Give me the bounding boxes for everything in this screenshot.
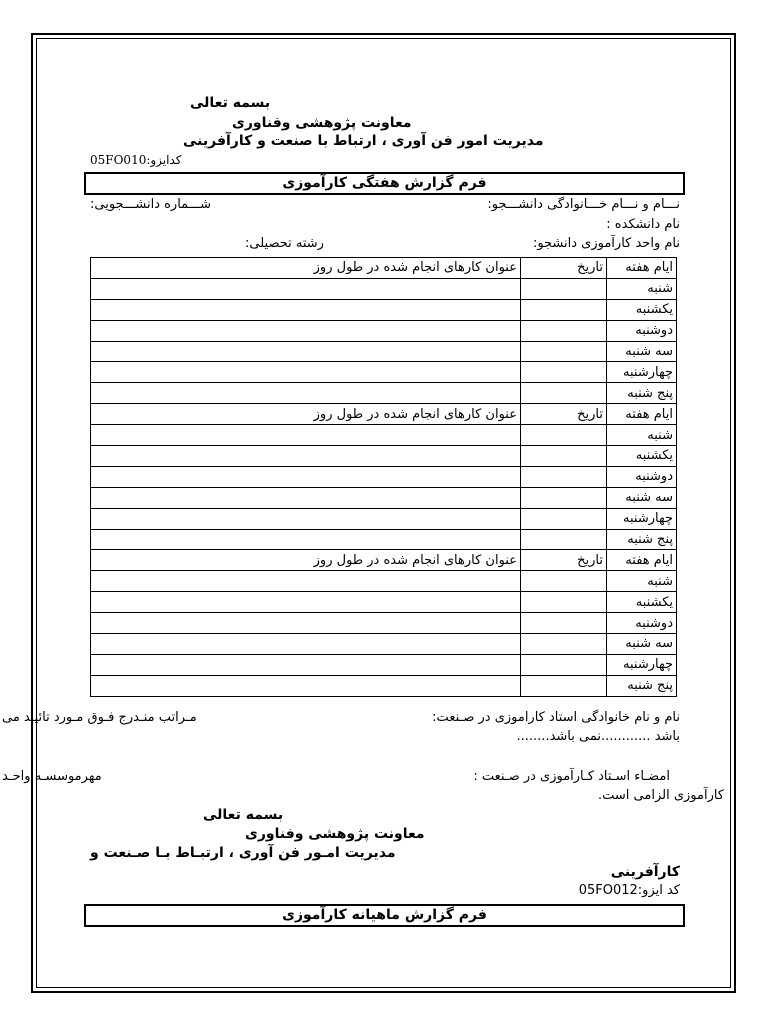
stamp-label: مهرموسسـه واحـد <box>2 769 102 784</box>
date-cell[interactable] <box>521 466 607 487</box>
header-day: ایام هفته <box>607 258 677 279</box>
date-cell[interactable] <box>521 529 607 550</box>
header-day: ایام هفته <box>607 404 677 425</box>
work-cell[interactable] <box>91 425 521 446</box>
date-cell[interactable] <box>521 341 607 362</box>
header-work: عنوان کارهای انجام شده در طول روز <box>91 258 521 279</box>
work-cell[interactable] <box>91 675 521 696</box>
day-cell: چهارشنبه <box>607 508 677 529</box>
work-cell[interactable] <box>91 320 521 341</box>
work-cell[interactable] <box>91 299 521 320</box>
table-row <box>91 508 677 529</box>
work-cell[interactable] <box>91 529 521 550</box>
date-cell[interactable] <box>521 278 607 299</box>
table-row <box>91 446 677 467</box>
work-cell[interactable] <box>91 613 521 634</box>
work-cell[interactable] <box>91 446 521 467</box>
table-row <box>91 529 677 550</box>
table-row <box>91 466 677 487</box>
day-cell: پنج شنبه <box>607 675 677 696</box>
day-cell: چهارشنبه <box>607 654 677 675</box>
date-cell[interactable] <box>521 362 607 383</box>
day-cell: پنج شنبه <box>607 529 677 550</box>
header-management: مدیریت امور فن آوری ، ارتباط با صنعت و کارآفرینی <box>183 133 544 149</box>
table-row <box>91 487 677 508</box>
faculty-label: نام دانشکده : <box>606 217 680 232</box>
date-cell[interactable] <box>521 613 607 634</box>
date-cell[interactable] <box>521 425 607 446</box>
day-cell: دوشنبه <box>607 466 677 487</box>
work-cell[interactable] <box>91 362 521 383</box>
weekly-report-title <box>84 172 685 195</box>
work-cell[interactable] <box>91 341 521 362</box>
work-cell[interactable] <box>91 592 521 613</box>
work-cell[interactable] <box>91 278 521 299</box>
date-cell[interactable] <box>521 654 607 675</box>
supervisor-name-label: نام و نام خانوادگی استاد کاراموزی در صـنعت: <box>432 710 680 725</box>
header-date: تاریخ <box>521 404 607 425</box>
student-name-label: نـــام و نـــام خـــانوادگی دانشـــجو: <box>487 197 680 212</box>
day-cell: سه شنبه <box>607 487 677 508</box>
table-row <box>91 425 677 446</box>
table-header-row <box>91 258 677 279</box>
form2-iso-code: کد ایزو:05FO012 <box>578 883 680 898</box>
day-cell: سه شنبه <box>607 634 677 655</box>
day-cell: شنبه <box>607 571 677 592</box>
weekly-log-table <box>90 257 677 697</box>
major-label: رشته تحصیلی: <box>245 236 324 251</box>
day-cell: سه شنبه <box>607 341 677 362</box>
date-cell[interactable] <box>521 675 607 696</box>
day-cell: شنبه <box>607 425 677 446</box>
header-bismillah: بسمه تعالی <box>190 95 271 111</box>
table-row <box>91 654 677 675</box>
table-row <box>91 634 677 655</box>
work-cell[interactable] <box>91 634 521 655</box>
table-row <box>91 675 677 696</box>
day-cell: شنبه <box>607 278 677 299</box>
date-cell[interactable] <box>521 487 607 508</box>
form2-header-entrepreneurship: کارآفرینی <box>610 864 680 880</box>
table-row <box>91 341 677 362</box>
day-cell: دوشنبه <box>607 320 677 341</box>
signature-label: امضـاء اسـتاد کـارآموزی در صـنعت : <box>473 769 670 784</box>
date-cell[interactable] <box>521 299 607 320</box>
day-cell: پنج شنبه <box>607 383 677 404</box>
form2-header-management: مدیریت امـور فن آوری ، ارتبـاط بـا صـنعت و <box>90 845 396 861</box>
table-row <box>91 571 677 592</box>
table-row <box>91 320 677 341</box>
monthly-report-title <box>84 904 685 927</box>
header-work: عنوان کارهای انجام شده در طول روز <box>91 404 521 425</box>
approval-statement: مـراتب منـدرج فـوق مـورد تائیـد می <box>2 710 197 725</box>
course-name-label: نام واحد کارآموزی دانشجو: <box>532 236 680 251</box>
iso-code: کدایزو:05FO010 <box>90 153 182 167</box>
work-cell[interactable] <box>91 383 521 404</box>
work-cell[interactable] <box>91 508 521 529</box>
work-cell[interactable] <box>91 487 521 508</box>
table-row <box>91 592 677 613</box>
header-date: تاریخ <box>521 550 607 571</box>
work-cell[interactable] <box>91 654 521 675</box>
work-cell[interactable] <box>91 466 521 487</box>
day-cell: یکشنبه <box>607 299 677 320</box>
monthly-report-title-text: فرم گزارش ماهیانه کارآموزی <box>282 907 487 923</box>
date-cell[interactable] <box>521 320 607 341</box>
day-cell: چهارشنبه <box>607 362 677 383</box>
form2-header-deputy: معاونت پژوهشی وفناوری <box>245 826 425 842</box>
table-row <box>91 613 677 634</box>
work-cell[interactable] <box>91 571 521 592</box>
student-number-label: شـــماره دانشـــجویی: <box>90 197 211 212</box>
header-date: تاریخ <box>521 258 607 279</box>
date-cell[interactable] <box>521 383 607 404</box>
day-cell: یکشنبه <box>607 446 677 467</box>
stamp-required-note: کارآموزی الزامی است. <box>598 788 724 803</box>
day-cell: دوشنبه <box>607 613 677 634</box>
table-row <box>91 278 677 299</box>
day-cell: یکشنبه <box>607 592 677 613</box>
header-work: عنوان کارهای انجام شده در طول روز <box>91 550 521 571</box>
table-header-row <box>91 550 677 571</box>
header-day: ایام هفته <box>607 550 677 571</box>
table-row <box>91 383 677 404</box>
header-deputy: معاونت پژوهشی وفناوری <box>232 115 412 131</box>
table-row <box>91 299 677 320</box>
table-header-row <box>91 404 677 425</box>
approval-options: باشد ............نمی باشد........ <box>516 729 680 744</box>
table-row <box>91 362 677 383</box>
date-cell[interactable] <box>521 592 607 613</box>
weekly-report-title-text: فرم گزارش هفتگی کارآموزی <box>282 175 487 191</box>
date-cell[interactable] <box>521 446 607 467</box>
date-cell[interactable] <box>521 634 607 655</box>
date-cell[interactable] <box>521 571 607 592</box>
form2-header-bismillah: بسمه تعالی <box>203 807 284 823</box>
date-cell[interactable] <box>521 508 607 529</box>
